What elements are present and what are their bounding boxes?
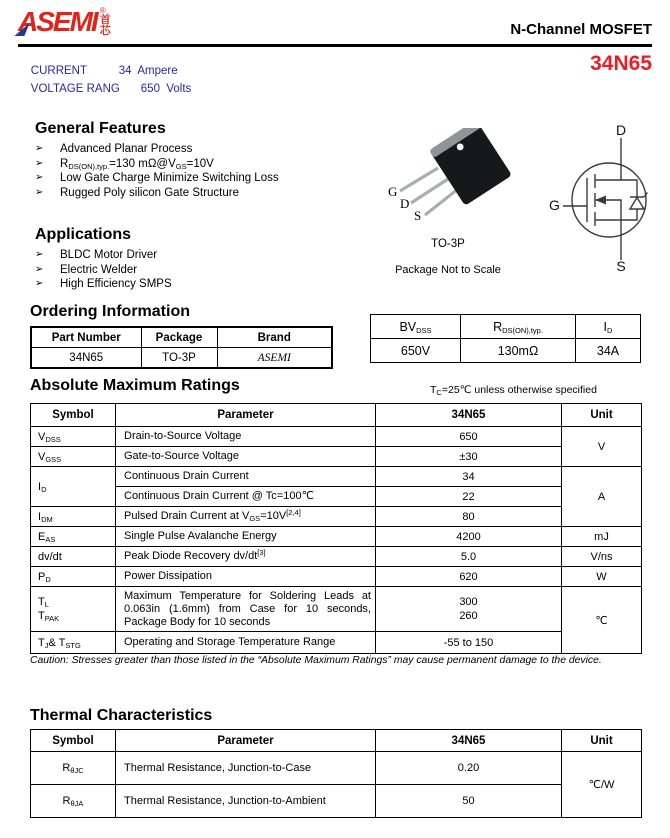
parameter-cell: Power Dissipation	[116, 567, 376, 587]
caution-note: Caution: Stresses greater than those listed in the “Absolute Maximum Ratings” may cause permanent damage to the device.	[30, 655, 602, 666]
table-row	[31, 348, 332, 369]
column-header: Symbol	[31, 404, 116, 427]
application-text: High Efficiency SMPS	[60, 278, 172, 291]
application-text: Electric Welder	[60, 263, 138, 276]
brand-chinese-name: 首芯	[99, 14, 111, 37]
value-cell: 620	[376, 567, 562, 587]
parameter-cell: Operating and Storage Temperature Range	[116, 632, 376, 654]
body-arrow	[595, 196, 606, 205]
parameter-cell: Gate-to-Source Voltage	[116, 447, 376, 467]
symbol-cell: $P_D$	[31, 567, 116, 587]
value-cell: 130mΩ	[461, 339, 576, 363]
applications-section	[35, 226, 365, 292]
header-divider	[18, 44, 652, 47]
feature-text: Low Gate Charge Minimize Switching Loss	[60, 172, 279, 185]
ordering-information-title: Ordering Information	[30, 303, 190, 320]
arrow-bullet-icon: ➢	[35, 249, 44, 260]
value-cell: -55 to 150	[376, 632, 562, 654]
table-row	[31, 467, 642, 487]
features-list	[35, 142, 365, 200]
voltage-value: 650 Volts	[140, 83, 192, 95]
package-body	[429, 128, 512, 206]
asemi-logo	[18, 7, 112, 37]
feature-text: Rugged Poly silicon Gate Structure	[60, 186, 239, 199]
column-header: Parameter	[116, 404, 376, 427]
parameter-cell: Continuous Drain Current @ Tc=100℃	[116, 487, 376, 507]
table-row	[31, 447, 642, 467]
symbol-cell: $R_{\theta JA}$	[31, 785, 116, 818]
column-header: Unit	[562, 730, 642, 752]
part-number: 34N65	[590, 52, 652, 75]
parameter-cell: Thermal Resistance, Junction-to-Ambient	[116, 785, 376, 818]
current-label: CURRENT	[30, 65, 88, 77]
registered-trademark-icon: ®	[99, 6, 106, 15]
feature-item	[35, 157, 365, 172]
unit-cell: A	[562, 467, 642, 527]
unit-cell: ℃	[562, 587, 642, 654]
value-cell: 4200	[376, 527, 562, 547]
pin-label-drain: D	[400, 196, 410, 211]
table-header-row	[31, 730, 642, 752]
symbol-cell: $V_{GSS}$	[31, 447, 116, 467]
arrow-bullet-icon: ➢	[35, 157, 44, 169]
value-cell: 50	[376, 785, 562, 818]
table-header-row	[31, 327, 332, 348]
table-row	[371, 339, 641, 363]
value-cell: ±30	[376, 447, 562, 467]
symbol-cell: $V_{DSS}$	[31, 427, 116, 447]
application-text: BLDC Motor Driver	[60, 249, 158, 261]
table-row	[31, 632, 642, 654]
value-cell: 22	[376, 487, 562, 507]
column-header: 34N65	[376, 404, 562, 427]
thermal-characteristics-title: Thermal Characteristics	[30, 707, 213, 724]
terminal-label-source: S	[616, 258, 626, 272]
column-header: Parameter	[116, 730, 376, 752]
voltage-label: VOLTAGE RANG	[30, 83, 120, 95]
column-header: Package	[141, 327, 217, 348]
voltage-rating-line	[18, 71, 191, 107]
package-name: TO-3P	[431, 238, 465, 250]
table-row	[31, 487, 642, 507]
value-cell: 34A	[576, 339, 641, 363]
general-features-title: General Features	[35, 120, 166, 137]
column-header: Symbol	[31, 730, 116, 752]
test-condition-note: $T_C=25℃$ unless otherwise specified	[430, 384, 597, 397]
feature-text: Advanced Planar Process	[60, 143, 193, 155]
feature-item	[35, 142, 365, 157]
arrow-bullet-icon: ➢	[35, 278, 44, 290]
symbol-cell: $R_{\theta JC}$	[31, 752, 116, 785]
applications-title: Applications	[35, 226, 132, 243]
symbol-line: $T_L$	[38, 596, 49, 609]
value-cell: 5.0	[376, 547, 562, 567]
unit-cell: mJ	[562, 527, 642, 547]
feature-item	[35, 186, 365, 201]
mosfet-symbol-drawing	[545, 122, 670, 272]
symbol-cell: $E_{AS}$	[31, 527, 116, 547]
terminal-label-gate: G	[549, 197, 560, 213]
feature-text: $R_{DS(ON),typ.}=130$ $m\Omega@V_{GS}=10V$	[60, 157, 214, 171]
ordering-information-table	[30, 326, 333, 369]
unit-cell: V/ns	[562, 547, 642, 567]
arrow-bullet-icon: ➢	[35, 143, 44, 154]
table-row	[31, 752, 642, 785]
table-row	[31, 527, 642, 547]
value-cell: 34	[376, 467, 562, 487]
parameter-cell: Drain-to-Source Voltage	[116, 427, 376, 447]
parameter-cell: Thermal Resistance, Junction-to-Case	[116, 752, 376, 785]
arrow-bullet-icon: ➢	[35, 186, 44, 198]
arrow-bullet-icon: ➢	[35, 172, 44, 184]
brand-cell: ASEMI	[217, 348, 332, 369]
package-pin	[425, 189, 458, 215]
value-cell: 80	[376, 507, 562, 527]
product-type-title: N-Channel MOSFET	[510, 21, 652, 38]
column-header: 34N65	[376, 730, 562, 752]
body-diode	[630, 198, 644, 210]
table-row	[31, 547, 642, 567]
unit-cell: W	[562, 567, 642, 587]
table-row	[31, 567, 642, 587]
table-row	[31, 427, 642, 447]
application-item	[35, 263, 365, 278]
table-row	[31, 507, 642, 527]
table-header-row	[31, 404, 642, 427]
value-cell: 650V	[371, 339, 461, 363]
applications-list	[35, 248, 365, 292]
parameter-cell: Single Pulse Avalanche Energy	[116, 527, 376, 547]
column-header: $BV_{DSS}$	[371, 315, 461, 339]
application-item	[35, 277, 365, 292]
brand-name: ASEMI	[18, 6, 97, 37]
symbol-cell: dv/dt	[31, 547, 116, 567]
value-cell	[376, 587, 562, 632]
part-number-cell: 34N65	[31, 348, 141, 369]
thermal-characteristics-table	[30, 729, 642, 818]
general-features-section	[35, 120, 365, 200]
symbol-cell: $I_D$	[31, 467, 116, 507]
terminal-label-drain: D	[615, 122, 627, 138]
symbol-line: $T_{PAK}$	[38, 610, 60, 623]
column-header: Part Number	[31, 327, 141, 348]
logo-side	[100, 7, 112, 37]
pin-label-gate: G	[388, 184, 398, 199]
package-scale-note: Package Not to Scale	[395, 264, 501, 276]
value-cell: 650	[376, 427, 562, 447]
absolute-maximum-ratings-title: Absolute Maximum Ratings	[30, 377, 240, 394]
symbol-cell: $I_{DM}$	[31, 507, 116, 527]
pin-label-source: S	[414, 208, 422, 223]
absolute-maximum-ratings-table	[30, 403, 642, 654]
column-header: $I_D$	[576, 315, 641, 339]
column-header: Unit	[562, 404, 642, 427]
value-line: 260	[459, 610, 478, 622]
mosfet-symbol-diagram	[545, 122, 670, 277]
column-header: Brand	[217, 327, 332, 348]
parameter-cell: Peak Diode Recovery dv/dt[3]	[116, 547, 376, 567]
table-row	[31, 785, 642, 818]
parameter-cell: Pulsed Drain Current at $V_{GS}=10V[2,4]$	[116, 507, 376, 527]
feature-item	[35, 171, 365, 186]
unit-cell: V	[562, 427, 642, 467]
unit-cell: ℃/W	[562, 752, 642, 818]
package-cell: TO-3P	[141, 348, 217, 369]
column-header: $R_{DS(ON),typ.}$	[461, 315, 576, 339]
table-header-row	[371, 315, 641, 339]
current-value: 34 Ampere	[118, 65, 178, 77]
value-line: 300	[459, 596, 478, 608]
symbol-cell: $T_J\&$ $T_{STG}$	[31, 632, 116, 654]
parameter-cell: Continuous Drain Current	[116, 467, 376, 487]
application-item	[35, 248, 365, 263]
key-specs-table	[370, 314, 641, 363]
arrow-bullet-icon: ➢	[35, 263, 44, 275]
to3p-package-drawing	[378, 128, 518, 224]
table-row	[31, 587, 642, 632]
package-illustration	[378, 128, 518, 276]
value-cell: 0.20	[376, 752, 562, 785]
parameter-cell: Maximum Temperature for Soldering Leads at 0.063in (1.6mm) from Case for 10 seconds, Package Body for 10 seconds	[116, 587, 376, 632]
symbol-cell	[31, 587, 116, 632]
